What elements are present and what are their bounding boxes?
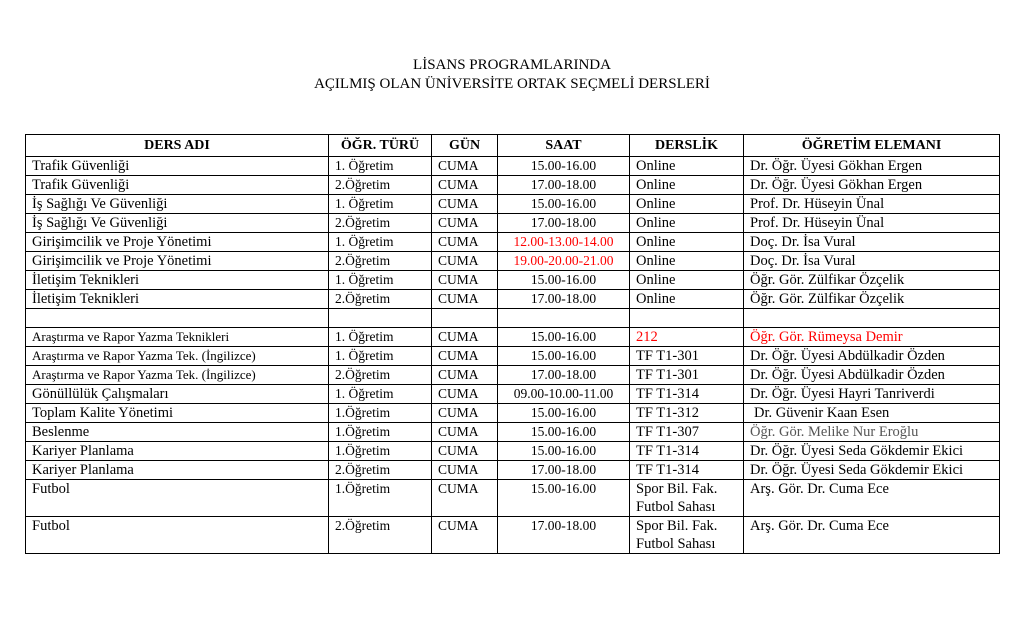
cell-saat: 17.00-18.00 (498, 214, 630, 233)
header-saat: SAAT (498, 135, 630, 157)
cell-saat: 15.00-16.00 (498, 404, 630, 423)
header-gun: GÜN (432, 135, 498, 157)
cell-saat: 17.00-18.00 (498, 290, 630, 309)
cell-ogretim-elemani: Öğr. Gör. Melike Nur Eroğlu (744, 423, 1000, 442)
document-title-line1: LİSANS PROGRAMLARINDA (413, 57, 611, 73)
header-ogretim-elemani: ÖĞRETİM ELEMANI (744, 135, 1000, 157)
table-row (26, 290, 1000, 309)
table-row (26, 423, 1000, 442)
cell-ders-adi: İletişim Teknikleri (26, 271, 329, 290)
cell-ogretim-elemani: Öğr. Gör. Zülfikar Özçelik (744, 271, 1000, 290)
cell-ogretim-elemani: Prof. Dr. Hüseyin Ünal (744, 195, 1000, 214)
table-row (26, 271, 1000, 290)
table-row (26, 461, 1000, 480)
cell-ogr-turu: 1. Öğretim (329, 233, 432, 252)
cell-ogretim-elemani: Dr. Güvenir Kaan Esen (744, 404, 1000, 423)
cell-saat: 15.00-16.00 (498, 480, 630, 517)
cell-ders-adi: Girişimcilik ve Proje Yönetimi (26, 233, 329, 252)
cell-ogr-turu: 2.Öğretim (329, 461, 432, 480)
cell-gun: CUMA (432, 517, 498, 554)
cell-ogr-turu: 1.Öğretim (329, 404, 432, 423)
cell-derslik: TF T1-307 (630, 423, 744, 442)
cell-empty (329, 309, 432, 328)
cell-derslik: Online (630, 290, 744, 309)
cell-ogr-turu: 2.Öğretim (329, 290, 432, 309)
cell-derslik: Spor Bil. Fak. Futbol Sahası (630, 480, 744, 517)
cell-ogr-turu: 1. Öğretim (329, 195, 432, 214)
table-header-row (26, 135, 1000, 157)
cell-ders-adi: Araştırma ve Rapor Yazma Teknikleri (26, 328, 329, 347)
cell-derslik: Online (630, 233, 744, 252)
cell-ders-adi: İş Sağlığı Ve Güvenliği (26, 195, 329, 214)
cell-derslik: Online (630, 252, 744, 271)
cell-ogr-turu: 1. Öğretim (329, 271, 432, 290)
cell-derslik: Spor Bil. Fak. Futbol Sahası (630, 517, 744, 554)
cell-gun: CUMA (432, 157, 498, 176)
cell-saat: 15.00-16.00 (498, 442, 630, 461)
cell-derslik: TF T1-301 (630, 347, 744, 366)
cell-ders-adi: İş Sağlığı Ve Güvenliği (26, 214, 329, 233)
cell-ders-adi: Beslenme (26, 423, 329, 442)
table-row (26, 517, 1000, 554)
cell-ogr-turu: 1. Öğretim (329, 157, 432, 176)
cell-ogr-turu: 1.Öğretim (329, 480, 432, 517)
cell-ogretim-elemani: Öğr. Gör. Zülfikar Özçelik (744, 290, 1000, 309)
cell-gun: CUMA (432, 252, 498, 271)
cell-gun: CUMA (432, 214, 498, 233)
cell-derslik: TF T1-314 (630, 442, 744, 461)
cell-derslik: Online (630, 214, 744, 233)
cell-saat: 15.00-16.00 (498, 328, 630, 347)
cell-gun: CUMA (432, 385, 498, 404)
cell-ogretim-elemani: Dr. Öğr. Üyesi Gökhan Ergen (744, 176, 1000, 195)
cell-saat: 12.00-13.00-14.00 (498, 233, 630, 252)
table-row (26, 385, 1000, 404)
table-row (26, 366, 1000, 385)
table-row (26, 195, 1000, 214)
cell-derslik: Online (630, 176, 744, 195)
cell-ogretim-elemani: Doç. Dr. İsa Vural (744, 252, 1000, 271)
cell-derslik: Online (630, 271, 744, 290)
cell-derslik: TF T1-314 (630, 461, 744, 480)
table-row (26, 176, 1000, 195)
cell-ogr-turu: 1.Öğretim (329, 423, 432, 442)
cell-gun: CUMA (432, 366, 498, 385)
cell-gun: CUMA (432, 195, 498, 214)
cell-saat: 15.00-16.00 (498, 347, 630, 366)
cell-ders-adi: Futbol (26, 480, 329, 517)
cell-gun: CUMA (432, 442, 498, 461)
table-row (26, 214, 1000, 233)
cell-gun: CUMA (432, 271, 498, 290)
cell-ders-adi: Trafik Güvenliği (26, 157, 329, 176)
header-ders-adi: DERS ADI (26, 135, 329, 157)
cell-ogr-turu: 2.Öğretim (329, 214, 432, 233)
cell-empty (744, 309, 1000, 328)
cell-derslik: 212 (630, 328, 744, 347)
table-row (26, 347, 1000, 366)
cell-ogr-turu: 1. Öğretim (329, 347, 432, 366)
cell-saat: 15.00-16.00 (498, 271, 630, 290)
cell-gun: CUMA (432, 233, 498, 252)
cell-ogr-turu: 1. Öğretim (329, 385, 432, 404)
cell-derslik: TF T1-301 (630, 366, 744, 385)
cell-ogr-turu: 2.Öğretim (329, 517, 432, 554)
cell-saat: 17.00-18.00 (498, 517, 630, 554)
cell-empty (26, 309, 329, 328)
cell-ogretim-elemani: Arş. Gör. Dr. Cuma Ece (744, 517, 1000, 554)
cell-ogretim-elemani: Dr. Öğr. Üyesi Seda Gökdemir Ekici (744, 442, 1000, 461)
table-row (26, 480, 1000, 517)
cell-saat: 09.00-10.00-11.00 (498, 385, 630, 404)
cell-gun: CUMA (432, 461, 498, 480)
cell-ogr-turu: 2.Öğretim (329, 366, 432, 385)
cell-derslik: TF T1-312 (630, 404, 744, 423)
cell-ogretim-elemani: Prof. Dr. Hüseyin Ünal (744, 214, 1000, 233)
table-row-empty (26, 309, 1000, 328)
cell-saat: 17.00-18.00 (498, 366, 630, 385)
cell-saat: 19.00-20.00-21.00 (498, 252, 630, 271)
cell-ders-adi: Toplam Kalite Yönetimi (26, 404, 329, 423)
header-derslik: DERSLİK (630, 135, 744, 157)
cell-ders-adi: Kariyer Planlama (26, 461, 329, 480)
cell-ogretim-elemani: Dr. Öğr. Üyesi Hayri Tanriverdi (744, 385, 1000, 404)
cell-saat: 15.00-16.00 (498, 157, 630, 176)
cell-gun: CUMA (432, 404, 498, 423)
cell-ders-adi: Araştırma ve Rapor Yazma Tek. (İngilizce) (26, 347, 329, 366)
cell-derslik: TF T1-314 (630, 385, 744, 404)
cell-ogretim-elemani: Öğr. Gör. Rümeysa Demir (744, 328, 1000, 347)
cell-ders-adi: İletişim Teknikleri (26, 290, 329, 309)
cell-saat: 17.00-18.00 (498, 461, 630, 480)
cell-ogr-turu: 1. Öğretim (329, 328, 432, 347)
cell-derslik: Online (630, 157, 744, 176)
cell-ders-adi: Kariyer Planlama (26, 442, 329, 461)
cell-ogretim-elemani: Dr. Öğr. Üyesi Abdülkadir Özden (744, 366, 1000, 385)
cell-gun: CUMA (432, 480, 498, 517)
header-ogr-turu: ÖĞR. TÜRÜ (329, 135, 432, 157)
cell-ders-adi: Girişimcilik ve Proje Yönetimi (26, 252, 329, 271)
table-row (26, 252, 1000, 271)
table-row (26, 157, 1000, 176)
cell-ogretim-elemani: Dr. Öğr. Üyesi Gökhan Ergen (744, 157, 1000, 176)
cell-ogretim-elemani: Arş. Gör. Dr. Cuma Ece (744, 480, 1000, 517)
cell-saat: 15.00-16.00 (498, 195, 630, 214)
cell-ogretim-elemani: Dr. Öğr. Üyesi Abdülkadir Özden (744, 347, 1000, 366)
cell-gun: CUMA (432, 423, 498, 442)
cell-empty (432, 309, 498, 328)
cell-ders-adi: Gönüllülük Çalışmaları (26, 385, 329, 404)
cell-empty (630, 309, 744, 328)
cell-ogr-turu: 1.Öğretim (329, 442, 432, 461)
table-row (26, 442, 1000, 461)
cell-gun: CUMA (432, 290, 498, 309)
cell-saat: 15.00-16.00 (498, 423, 630, 442)
table-row (26, 233, 1000, 252)
table-row (26, 328, 1000, 347)
cell-ogretim-elemani: Dr. Öğr. Üyesi Seda Gökdemir Ekici (744, 461, 1000, 480)
cell-ders-adi: Futbol (26, 517, 329, 554)
cell-ogr-turu: 2.Öğretim (329, 252, 432, 271)
cell-gun: CUMA (432, 328, 498, 347)
document-title-line2: AÇILMIŞ OLAN ÜNİVERSİTE ORTAK SEÇMELİ DERSLERİ (314, 76, 710, 92)
cell-derslik: Online (630, 195, 744, 214)
cell-ders-adi: Araştırma ve Rapor Yazma Tek. (İngilizce) (26, 366, 329, 385)
cell-gun: CUMA (432, 176, 498, 195)
cell-gun: CUMA (432, 347, 498, 366)
cell-ders-adi: Trafik Güvenliği (26, 176, 329, 195)
course-schedule-table (25, 134, 1000, 554)
cell-ogretim-elemani: Doç. Dr. İsa Vural (744, 233, 1000, 252)
cell-empty (498, 309, 630, 328)
table-row (26, 404, 1000, 423)
cell-saat: 17.00-18.00 (498, 176, 630, 195)
cell-ogr-turu: 2.Öğretim (329, 176, 432, 195)
